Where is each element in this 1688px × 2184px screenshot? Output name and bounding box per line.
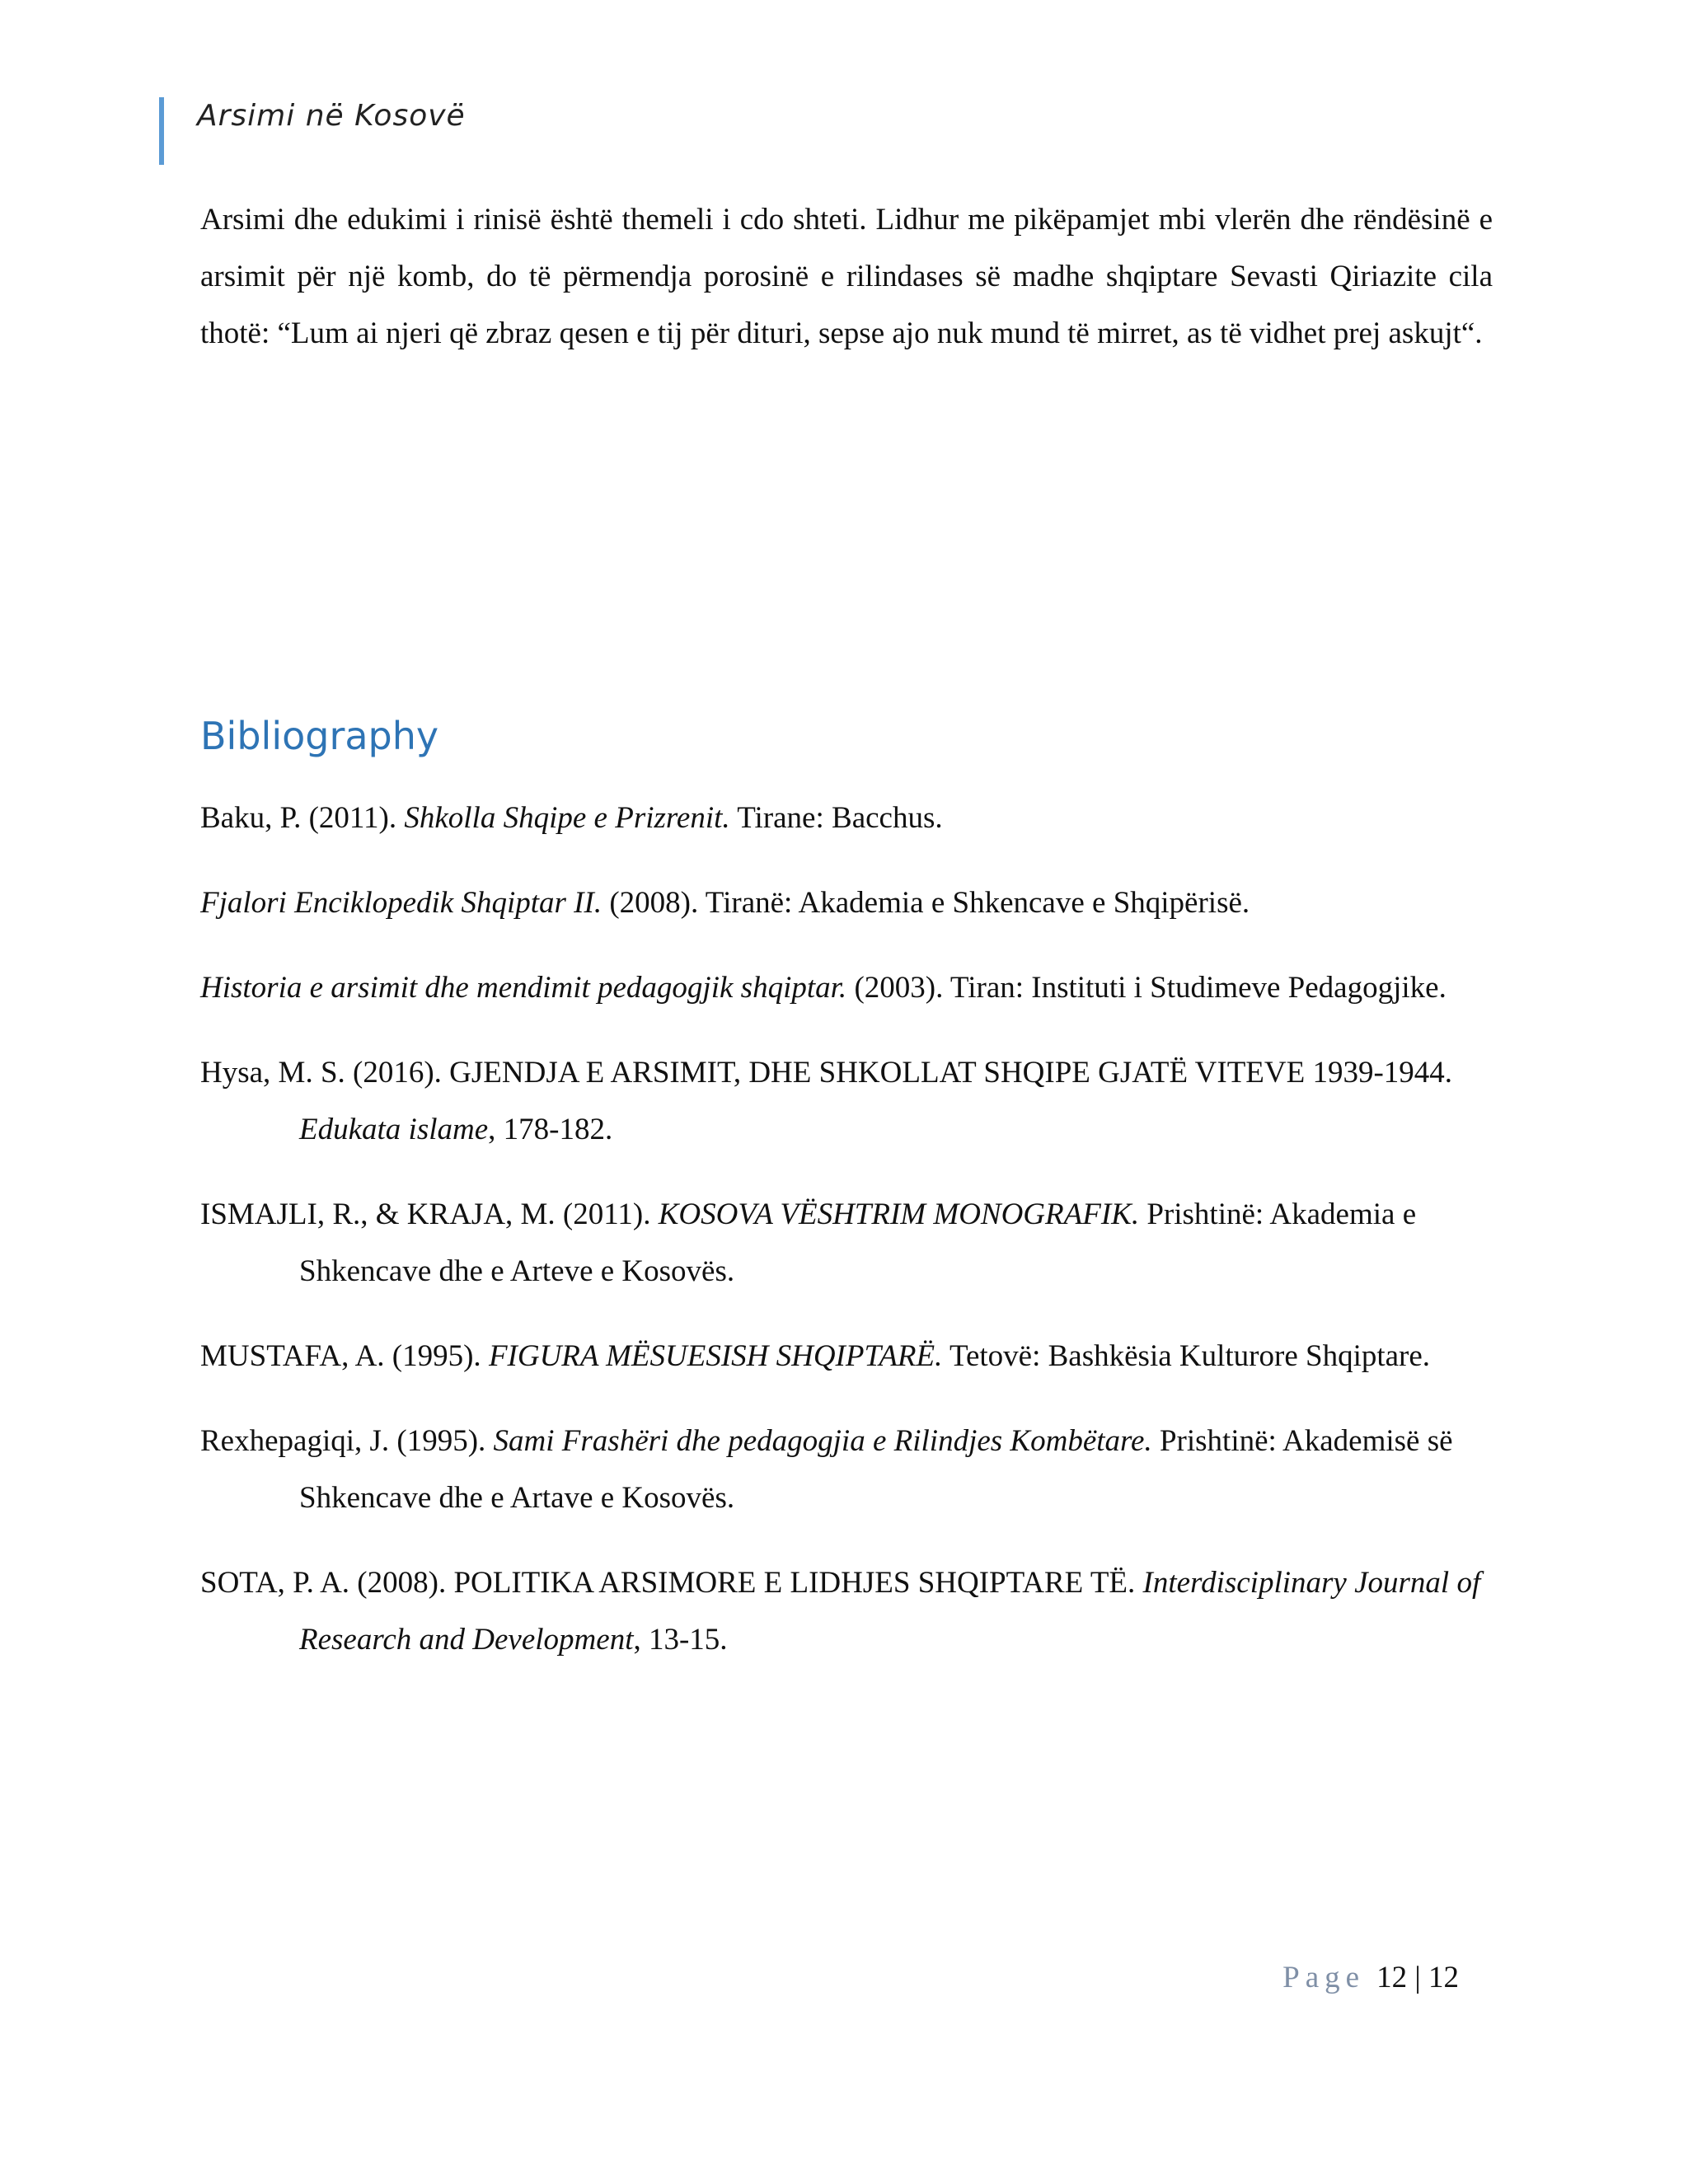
bibliography-entry — [200, 1186, 1493, 1300]
entry-lead: SOTA, P. A. (2008). POLITIKA ARSIMORE E LIDHJES SHQIPTARE TË. — [200, 1566, 1143, 1600]
bibliography-entry — [200, 1554, 1493, 1668]
entry-title: Edukata islame — [299, 1113, 489, 1146]
entry-lead: MUSTAFA, A. (1995). — [200, 1339, 489, 1373]
footer-page-label: Page — [1282, 1961, 1366, 1994]
entry-title: Fjalori Enciklopedik Shqiptar II. — [200, 886, 603, 920]
entry-rest: Prishtinë: Akademisë së Shkencave dhe e Artave e Kosovës. — [299, 1424, 1453, 1515]
header-title: Arsimi në Kosovë — [197, 99, 466, 133]
entry-rest: Tetovë: Bashkësia Kulturore Shqiptare. — [942, 1339, 1431, 1373]
entry-title: Interdisciplinary Journal of Research and Development — [299, 1566, 1481, 1657]
bibliography-heading: Bibliography — [200, 714, 439, 758]
page-header — [159, 97, 1478, 165]
entry-rest: Tirane: Bacchus. — [729, 801, 943, 835]
entry-title: FIGURA MËSUESISH SHQIPTARË. — [488, 1339, 943, 1373]
bibliography-entry — [200, 959, 1493, 1016]
entry-lead: Hysa, M. S. (2016). GJENDJA E ARSIMIT, DHE SHKOLLAT SHQIPE GJATË VITEVE 1939-1944. — [200, 1056, 1453, 1090]
entry-title: Sami Frashëri dhe pedagogjia e Rilindjes Kombëtare. — [493, 1424, 1152, 1458]
intro-paragraph: Arsimi dhe edukimi i rinisë është themeli i cdo shteti. Lidhur me pikëpamjet mbi vlerën dhe rëndësinë e arsimit për një komb, do të përmendja porosinë e rilindases së madhe shqiptare Sevasti Qiriazite cila thotë: “Lum ai njeri që zbraz qesen e tij për dituri, sepse ajo nuk mund të mirret, as të vidhet prej askujt“. — [200, 203, 1493, 350]
page-footer — [1282, 1960, 1459, 1995]
bibliography-list — [200, 790, 1493, 1696]
entry-title: Shkolla Shqipe e Prizrenit. — [404, 801, 730, 835]
entry-lead: Baku, P. (2011). — [200, 801, 405, 835]
footer-page-number: 12 | 12 — [1376, 1961, 1459, 1994]
entry-rest: (2003). Tiran: Instituti i Studimeve Pedagogjike. — [846, 971, 1447, 1005]
bibliography-entry — [200, 1413, 1493, 1526]
bibliography-entry — [200, 874, 1493, 931]
entry-rest: (2008). Tiranë: Akademia e Shkencave e Shqipërisë. — [602, 886, 1250, 920]
entry-title: KOSOVA VËSHTRIM MONOGRAFIK. — [658, 1197, 1140, 1231]
entry-rest: , 178-182. — [488, 1113, 613, 1146]
entry-rest: , 13-15. — [633, 1623, 728, 1657]
header-accent-bar — [159, 97, 164, 165]
bibliography-entry — [200, 1044, 1493, 1158]
bibliography-entry — [200, 1328, 1493, 1385]
bibliography-entry — [200, 790, 1493, 846]
entry-rest: Prishtinë: Akademia e Shkencave dhe e Arteve e Kosovës. — [299, 1197, 1417, 1288]
entry-lead: ISMAJLI, R., & KRAJA, M. (2011). — [200, 1197, 659, 1231]
entry-lead: Rexhepagiqi, J. (1995). — [200, 1424, 494, 1458]
entry-title: Historia e arsimit dhe mendimit pedagogjik shqiptar. — [200, 971, 847, 1005]
